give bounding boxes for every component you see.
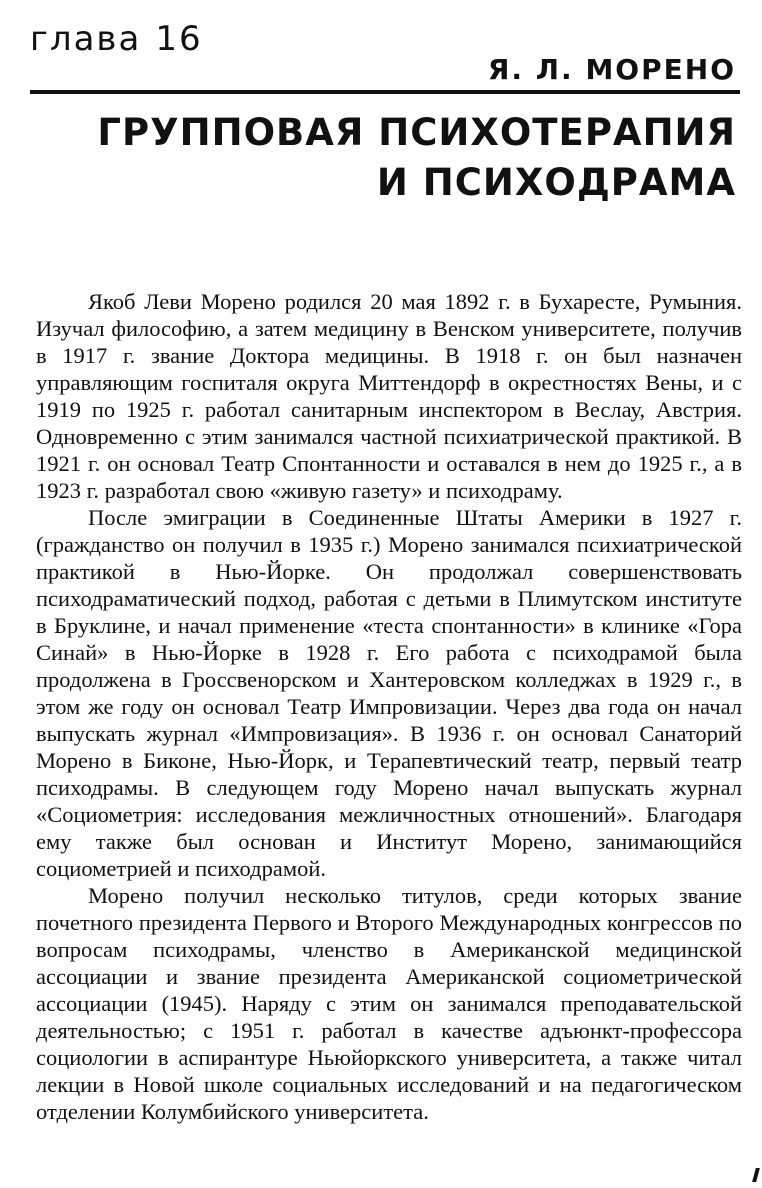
body-text [36, 288, 742, 1125]
author-name: Я. Л. МОРЕНО [487, 53, 736, 86]
paragraph-2: После эмиграции в Соединенные Штаты Америки в 1927 г. (гражданство он получил в 1935 г.) Морено занимался психиатрической практикой в Нью-Йорке. Он продолжал совершенствовать психодраматический подход, работая с детьми в Плимутском институте в Бруклине, и начал применение «теста спонтанности» в клинике «Гора Синай» в Нью-Йорке в 1928 г. Его работа с психодрамой была продолжена в Гроссвенорском и Хантеровском колледжах в 1929 г., в этом же году он основал Театр Импровизации. Через два года он начал выпускать журнал «Импровизация». В 1936 г. он основал Санаторий Морено в Биконе, Нью-Йорк, и Терапевтический театр, первый театр психодрамы. В следующем году Морено начал выпускать журнал «Социометрия: исследования межличностных отношений». Благодаря ему также был основан и Институт Морено, занимающийся социометрией и психодрамой. [36, 505, 742, 881]
chapter-title-line-2: И ПСИХОДРАМА [376, 161, 736, 204]
paragraph-1: Якоб Леви Морено родился 20 мая 1892 г. в Бухаресте, Румыния. Изучал философию, а затем медицину в Венском университете, получив в 1917 г. звание Доктора медицины. В 1918 г. он был назначен управляющим госпиталя округа Миттендорф в окрестностях Вены, и с 1919 по 1925 г. работал санитарным инспектором в Веслау, Австрия. Одновременно с этим занимался частной психиатрической практикой. В 1921 г. он основал Театр Спонтанности и оставался в нем до 1925 г., а в 1923 г. разработал свою «живую газету» и психодраму. [36, 289, 742, 503]
page-corner-mark [752, 1168, 760, 1182]
chapter-title [97, 108, 736, 208]
header-rule [30, 90, 740, 94]
chapter-word: глава [30, 19, 142, 59]
paragraph-3: Морено получил несколько титулов, среди которых звание почетного президента Первого и Второго Международных конгрессов по вопросам психодрамы, членство в Американской медицинской ассоциации и звание президента Американской социометрической ассоциации (1945). Наряду с этим он занимался преподавательской деятельностью; с 1951 г. работал в качестве адъюнкт-профессора социологии в аспирантуре Ньюйоркского университета, а также читал лекции в Новой школе социальных исследований и на педагогическом отделении Колумбийского университета. [36, 883, 742, 1124]
chapter-title-line-1: ГРУППОВАЯ ПСИХОТЕРАПИЯ [97, 111, 736, 154]
chapter-number: 16 [155, 19, 203, 59]
chapter-heading [30, 19, 203, 59]
